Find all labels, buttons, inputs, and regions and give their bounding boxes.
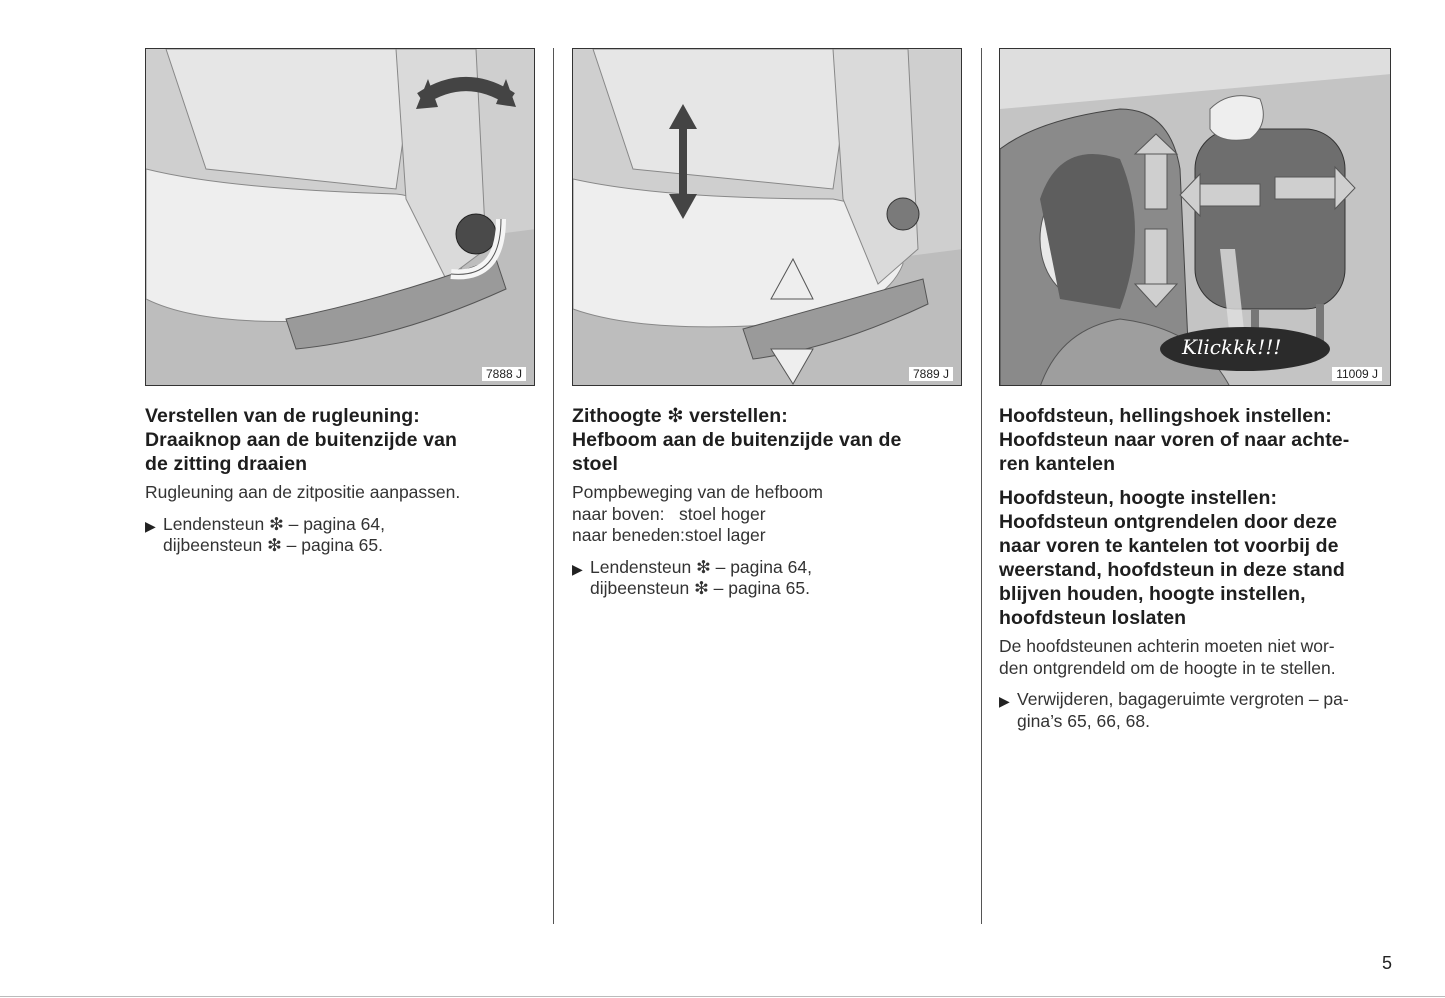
body-text: De hoofdsteunen achterin moeten niet wor- den ontgrendeld om de hoogte in te stellen. [999, 636, 1336, 678]
body-text: Rugleuning aan de zitpositie aanpassen. [145, 482, 461, 502]
arrow-right-icon: ▶ [999, 693, 1010, 709]
figure-seat-backrest [145, 48, 535, 386]
column-divider [553, 48, 554, 924]
arrow-right-icon: ▶ [145, 517, 156, 534]
section-heading: Zithoogte ❇ verstellen: Hefboom aan de buitenzijde van de stoel [572, 405, 902, 475]
section-seat-height [572, 48, 962, 600]
cross-reference: ▶ Verwijderen, bagageruimte vergroten – pa- gina’s 65, 66, 68. [999, 689, 1349, 731]
figure-headrest [999, 48, 1391, 386]
figure-label: 11009 J [1332, 367, 1382, 381]
section-heading: Hoofdsteun, hellingshoek instellen: Hoofdsteun naar voren of naar achte- ren kantelen [999, 405, 1350, 475]
section-heading: Hoofdsteun, hoogte instellen: Hoofdsteun ontgrendelen door deze naar voren te kantelen tot voorbij de weerstand, hoofdsteun in deze stand blijven houden, hoogte instellen, hoofdsteun loslaten [999, 487, 1345, 629]
arrow-right-icon: ▶ [572, 560, 583, 577]
page-edge [0, 996, 1445, 997]
section-backrest [145, 48, 535, 557]
section-heading: Verstellen van de rugleuning: Draaiknop aan de buitenzijde van de zitting draaien [145, 405, 458, 475]
page-number: 5 [1382, 953, 1393, 973]
column-divider [981, 48, 982, 924]
cross-reference: ▶ Lendensteun ❇ – pagina 64, dijbeensteun ❇ – pagina 65. [145, 513, 385, 555]
cross-reference: ▶ Lendensteun ❇ – pagina 64, dijbeensteun ❇ – pagina 65. [572, 556, 812, 598]
seat-illustration [146, 49, 535, 386]
section-headrest [999, 48, 1391, 732]
seat-lever-illustration [573, 49, 962, 386]
sound-effect-text: Klickkk!!! [1182, 335, 1282, 359]
body-text: Pompbeweging van de hefboom naar boven: stoel hoger naar beneden:stoel lager [572, 482, 824, 545]
figure-label: 7889 J [909, 367, 953, 381]
figure-seat-height [572, 48, 962, 386]
figure-label: 7888 J [482, 367, 526, 381]
